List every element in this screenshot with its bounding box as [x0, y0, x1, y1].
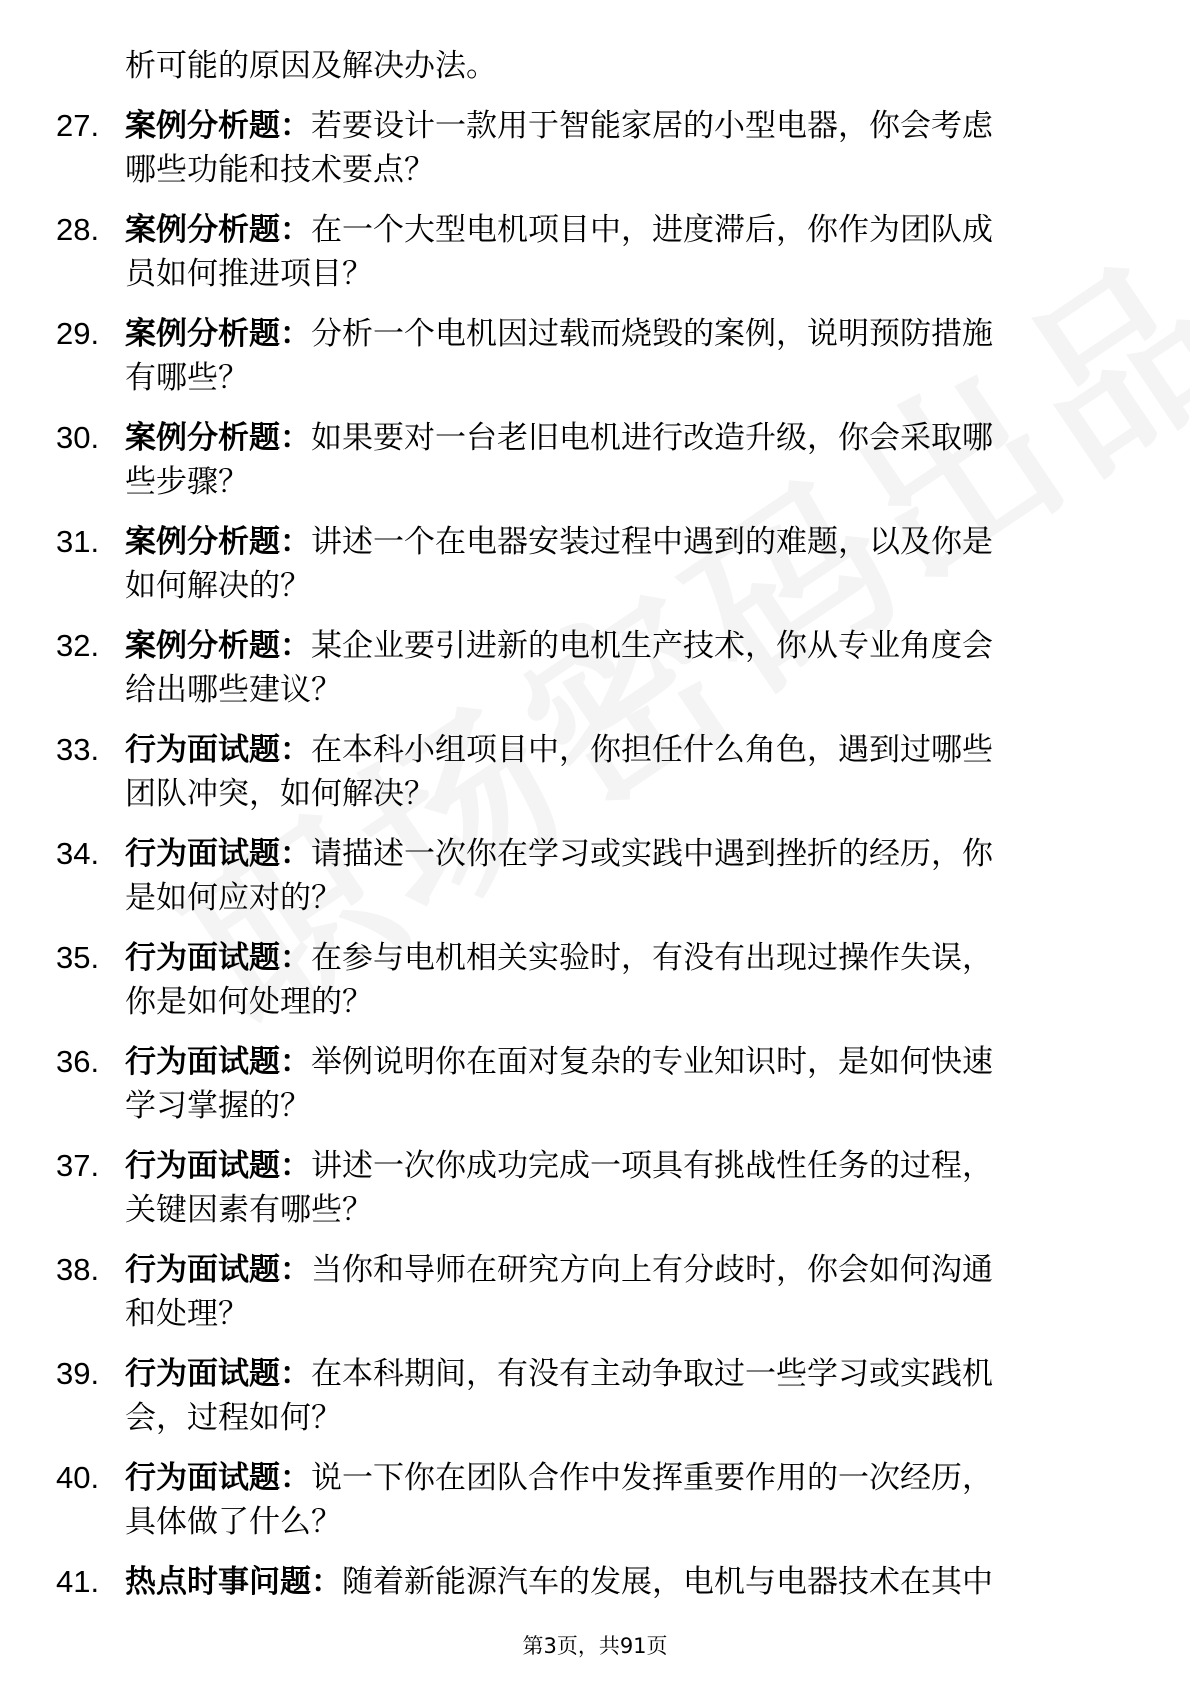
question-item	[0, 624, 1190, 728]
question-line-1: 讲述一个在电器安装过程中遇到的难题，以及你是	[311, 524, 993, 560]
question-text	[125, 1144, 1115, 1232]
question-number: 27.	[56, 108, 100, 143]
question-text	[125, 1352, 1115, 1440]
question-line-2: 你是如何处理的？	[125, 984, 373, 1020]
continued-question-text: 析可能的原因及解决办法。	[125, 48, 497, 84]
question-line-1: 分析一个电机因过载而烧毁的案例，说明预防措施	[311, 316, 993, 352]
question-category: 行为面试题：	[125, 1044, 311, 1080]
question-number: 33.	[56, 732, 100, 767]
question-number: 36.	[56, 1044, 100, 1079]
question-line-1: 举例说明你在面对复杂的专业知识时，是如何快速	[311, 1044, 993, 1080]
question-line-2: 会，过程如何？	[125, 1400, 342, 1436]
question-category: 案例分析题：	[125, 316, 311, 352]
question-category: 行为面试题：	[125, 732, 311, 768]
question-category: 行为面试题：	[125, 1148, 311, 1184]
question-text	[125, 728, 1115, 816]
question-category: 行为面试题：	[125, 940, 311, 976]
question-category: 热点时事问题：	[125, 1564, 342, 1600]
question-line-2: 些步骤？	[125, 464, 249, 500]
question-category: 案例分析题：	[125, 524, 311, 560]
question-text	[125, 624, 1115, 712]
question-category: 案例分析题：	[125, 212, 311, 248]
question-line-2: 学习掌握的？	[125, 1088, 311, 1124]
question-number: 35.	[56, 940, 100, 975]
question-text	[125, 1248, 1115, 1336]
question-line-1: 说一下你在团队合作中发挥重要作用的一次经历，	[311, 1460, 993, 1496]
question-text	[125, 104, 1115, 192]
question-text	[125, 520, 1115, 608]
question-item	[0, 832, 1190, 936]
question-line-2: 给出哪些建议？	[125, 672, 342, 708]
question-line-1: 某企业要引进新的电机生产技术，你从专业角度会	[311, 628, 993, 664]
question-line-1: 在一个大型电机项目中，进度滞后，你作为团队成	[311, 212, 993, 248]
question-text	[125, 312, 1115, 400]
question-number: 40.	[56, 1460, 100, 1495]
question-number: 38.	[56, 1252, 100, 1287]
question-category: 行为面试题：	[125, 1356, 311, 1392]
question-line-1: 讲述一次你成功完成一项具有挑战性任务的过程，	[311, 1148, 993, 1184]
question-text	[125, 1560, 1115, 1604]
question-line-1: 若要设计一款用于智能家居的小型电器，你会考虑	[311, 108, 993, 144]
question-line-1: 在本科期间，有没有主动争取过一些学习或实践机	[311, 1356, 993, 1392]
question-category: 案例分析题：	[125, 108, 311, 144]
question-line-2: 关键因素有哪些？	[125, 1192, 373, 1228]
question-number: 37.	[56, 1148, 100, 1183]
question-item	[0, 520, 1190, 624]
question-number: 39.	[56, 1356, 100, 1391]
question-category: 行为面试题：	[125, 836, 311, 872]
question-category: 案例分析题：	[125, 420, 311, 456]
question-number: 28.	[56, 212, 100, 247]
question-text	[125, 832, 1115, 920]
question-item	[0, 104, 1190, 208]
question-text	[125, 936, 1115, 1024]
question-item	[0, 312, 1190, 416]
question-line-2: 有哪些？	[125, 360, 249, 396]
question-line-1: 当你和导师在研究方向上有分歧时，你会如何沟通	[311, 1252, 993, 1288]
question-line-1: 在参与电机相关实验时，有没有出现过操作失误，	[311, 940, 993, 976]
question-item	[0, 1144, 1190, 1248]
question-item	[0, 208, 1190, 312]
page-footer: 第3页，共91页	[522, 1634, 668, 1658]
question-text	[125, 1040, 1115, 1128]
question-line-1: 随着新能源汽车的发展，电机与电器技术在其中	[342, 1564, 993, 1600]
question-line-1: 请描述一次你在学习或实践中遇到挫折的经历，你	[311, 836, 993, 872]
question-item	[0, 1040, 1190, 1144]
question-line-2: 如何解决的？	[125, 568, 311, 604]
question-item	[0, 1248, 1190, 1352]
question-line-2: 员如何推进项目？	[125, 256, 373, 292]
question-line-2: 是如何应对的？	[125, 880, 342, 916]
question-item	[0, 416, 1190, 520]
question-number: 30.	[56, 420, 100, 455]
question-item	[0, 1352, 1190, 1456]
question-category: 行为面试题：	[125, 1460, 311, 1496]
question-line-1: 在本科小组项目中，你担任什么角色，遇到过哪些	[311, 732, 993, 768]
question-line-2: 团队冲突，如何解决？	[125, 776, 435, 812]
question-list	[0, 104, 1190, 1664]
question-line-2: 和处理？	[125, 1296, 249, 1332]
question-text	[125, 208, 1115, 296]
question-line-2: 具体做了什么？	[125, 1504, 342, 1540]
question-number: 29.	[56, 316, 100, 351]
question-line-2: 哪些功能和技术要点？	[125, 152, 435, 188]
question-item	[0, 728, 1190, 832]
question-number: 41.	[56, 1564, 100, 1599]
question-number: 34.	[56, 836, 100, 871]
question-category: 行为面试题：	[125, 1252, 311, 1288]
question-item	[0, 1456, 1190, 1560]
question-item	[0, 936, 1190, 1040]
question-line-1: 如果要对一台老旧电机进行改造升级，你会采取哪	[311, 420, 993, 456]
question-category: 案例分析题：	[125, 628, 311, 664]
question-number: 32.	[56, 628, 100, 663]
question-number: 31.	[56, 524, 100, 559]
question-text	[125, 416, 1115, 504]
question-text	[125, 1456, 1115, 1544]
